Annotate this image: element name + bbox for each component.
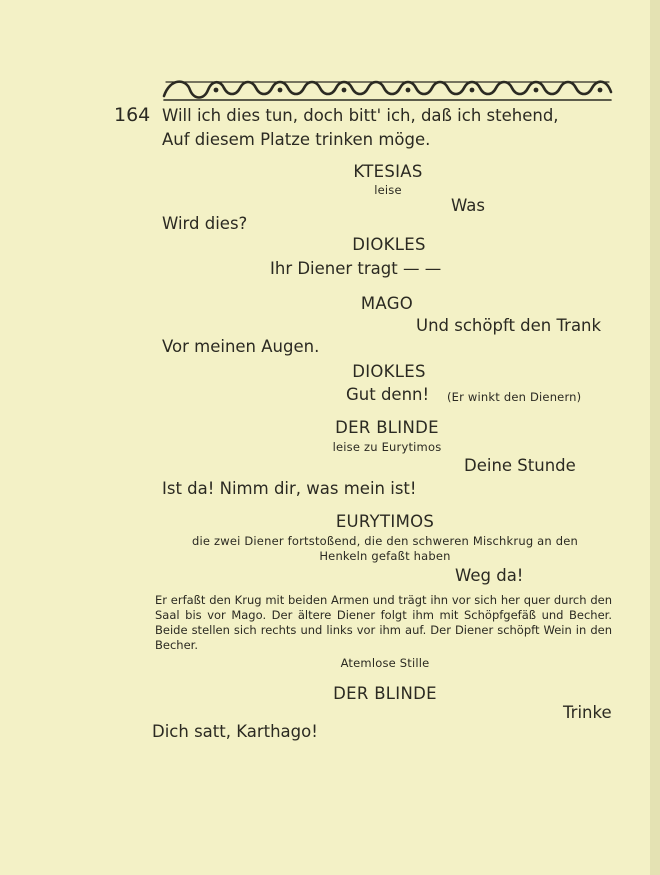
speaker-name: DIOKLES: [352, 362, 426, 381]
verse-line: Dich satt, Karthago!: [152, 722, 318, 741]
verse-line: Weg da!: [455, 566, 524, 585]
speaker-name: KTESIAS: [353, 162, 423, 181]
speaker-name: DER BLINDE: [333, 684, 437, 703]
verse-line: Vor meinen Augen.: [162, 337, 320, 356]
decorative-ornament-border: [160, 70, 615, 106]
stage-direction: Atemlose Stille: [340, 656, 430, 670]
verse-line: Deine Stunde: [464, 456, 576, 475]
verse-line: Und schöpft den Trank: [416, 316, 602, 335]
verse-line: Ist da! Nimm dir, was mein ist!: [162, 479, 417, 498]
line-number: 164: [114, 104, 151, 126]
stage-direction: leise zu Eurytimos: [332, 440, 442, 454]
verse-line: Trinke: [563, 703, 612, 722]
verse-line: Auf diesem Platze trinken möge.: [162, 130, 431, 149]
verse-line: Was: [451, 196, 485, 215]
speaker-name: DER BLINDE: [335, 418, 439, 437]
verse-line: Ihr Diener tragt — —: [270, 259, 442, 278]
speaker-name: DIOKLES: [352, 235, 426, 254]
stage-direction: die zwei Diener fortstoßend, die den schweren Mischkrug an den: [191, 534, 579, 548]
verse-line: Wird dies?: [162, 214, 248, 233]
stage-direction: Henkeln gefaßt haben: [319, 549, 451, 563]
speaker-name: EURYTIMOS: [335, 512, 435, 531]
stage-direction: (Er winkt den Dienern): [447, 390, 582, 404]
stage-direction-block: Er erfaßt den Krug mit beiden Armen und trägt ihn vor sich her quer durch den Saal bis vor Mago. Der ältere Diener folgt ihm mit Schöpfgefäß und Becher. Beide stellen sich rechts und links vor ihm auf. Der Diener schöpft Wein in den Becher.: [155, 593, 612, 652]
verse-line: Will ich dies tun, doch bitt' ich, daß ich stehend,: [162, 106, 559, 125]
page-edge: [650, 0, 660, 875]
verse-line: Gut denn!: [346, 385, 430, 404]
stage-direction: leise: [374, 183, 402, 197]
speaker-name: MAGO: [360, 294, 414, 313]
